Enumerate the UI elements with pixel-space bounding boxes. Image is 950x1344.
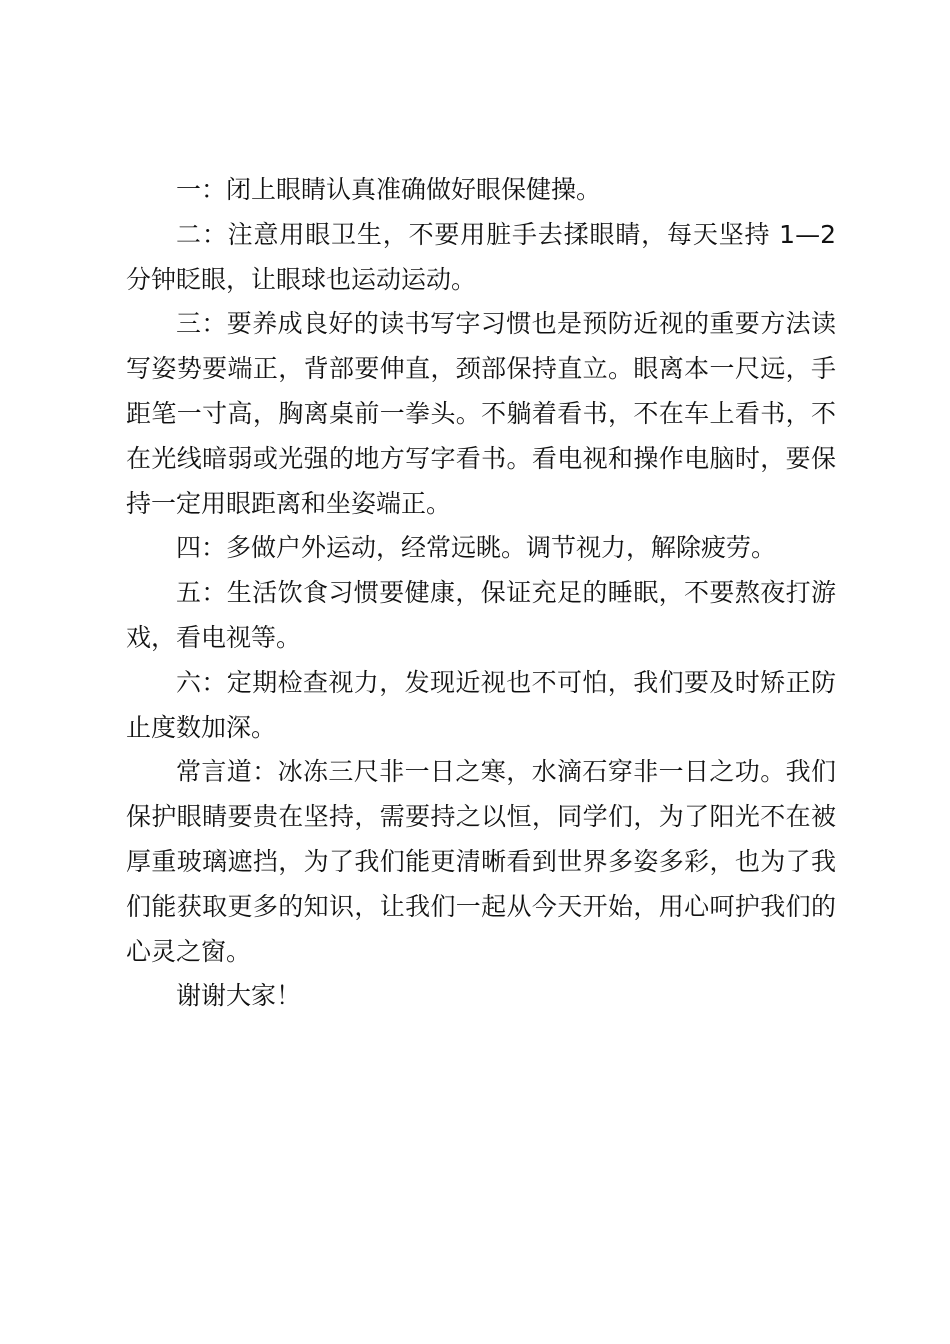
paragraph-thanks: 谢谢大家！ — [176, 981, 302, 1011]
paragraph-healthy-lifestyle: 五：生活饮食习惯要健康，保证充足的睡眠，不要熬夜打游戏，看电视等。 — [126, 578, 836, 652]
paragraph-conclusion: 常言道：冰冻三尺非一日之寒，水滴石穿非一日之功。我们保护眼睛要贵在坚持，需要持之以恒，同学们，为了阳光不在被厚重玻璃遮挡，为了我们能更清晰看到世界多姿多彩，也为了我们能获取更多的知识，让我们一起从今天开始，用心呵护我们的心灵之窗。 — [126, 757, 836, 966]
paragraph-vision-checkups: 六：定期检查视力，发现近视也不可怕，我们要及时矫正防止度数加深。 — [126, 667, 836, 742]
paragraph-eye-exercises: 一：闭上眼睛认真准确做好眼保健操。 — [176, 175, 602, 204]
paragraph-reading-habits: 三：要养成良好的读书写字习惯也是预防近视的重要方法读写姿势要端正，背部要伸直，颈部保持直立。眼离本一尺远，手距笔一寸高，胸离桌前一拳头。不躺着看书，不在车上看书，不在光线暗弱或光强的地方写字看书。看电视和操作电脑时，要保持一定用眼距离和坐姿端正。 — [126, 309, 836, 518]
paragraph-eye-hygiene: 二：注意用眼卫生，不要用脏手去揉眼睛，每天坚持 1—2 分钟眨眼，让眼球也运动运动。 — [126, 219, 836, 294]
paragraph-outdoor-exercise: 四：多做户外运动，经常远眺。调节视力，解除疲劳。 — [176, 533, 777, 563]
document-body — [126, 168, 836, 1019]
